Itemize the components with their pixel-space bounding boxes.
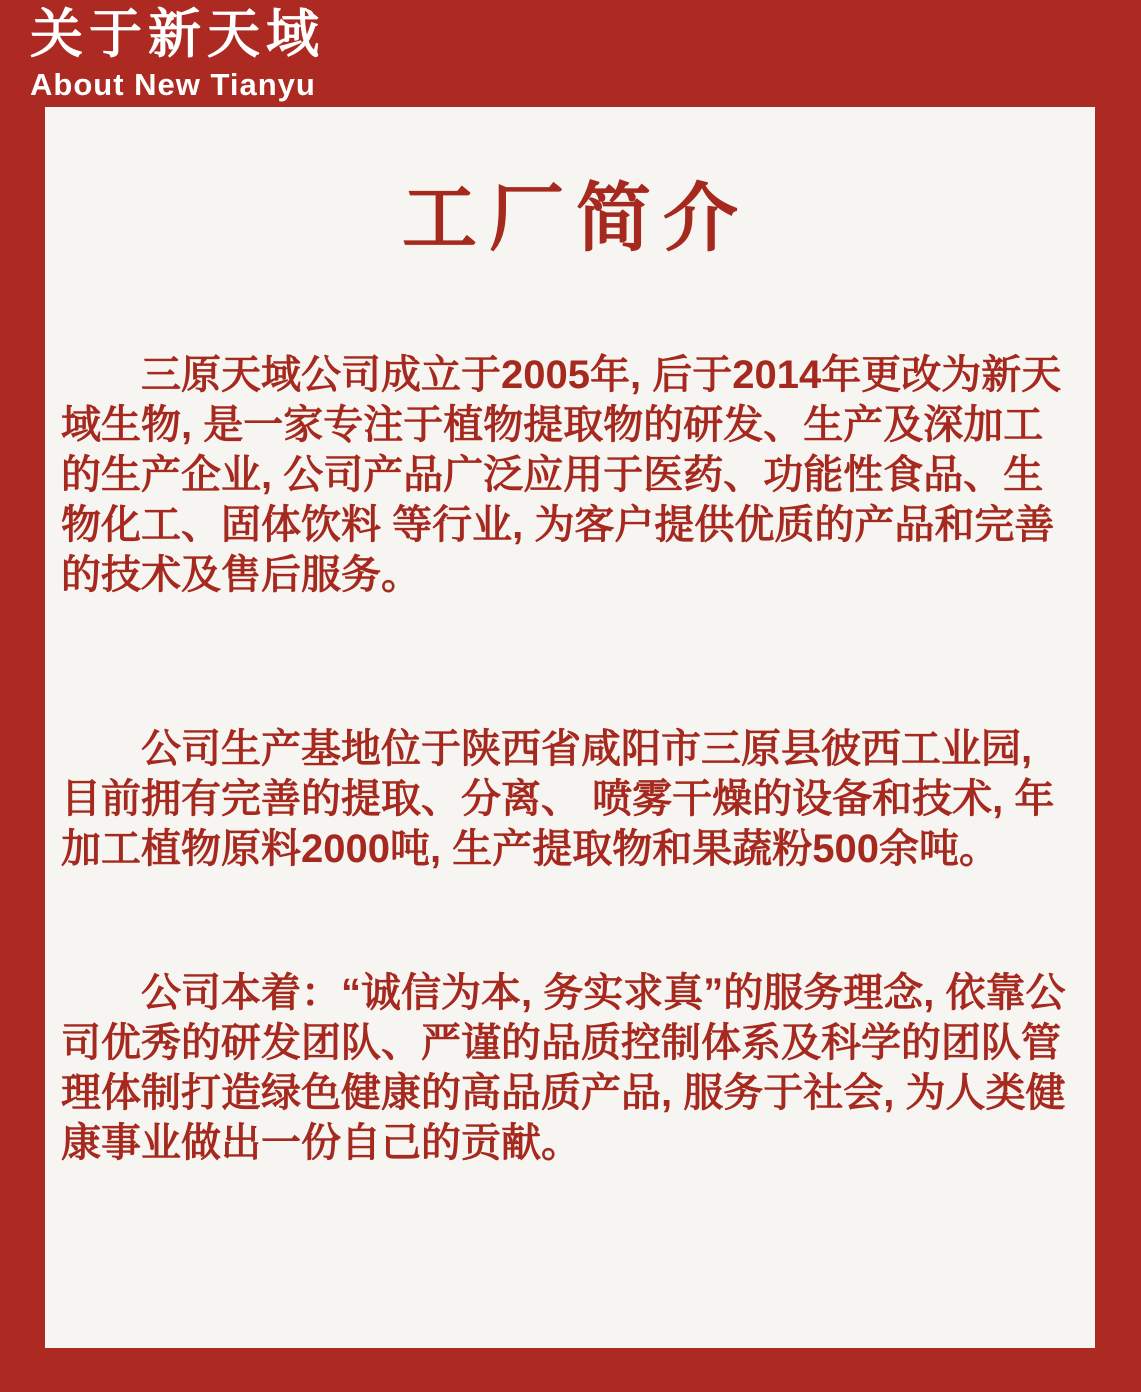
header-title-en: About New Tianyu xyxy=(30,67,316,102)
section-title: 工厂简介 xyxy=(401,176,750,260)
header-title-zh: 关于新天域 xyxy=(30,5,325,64)
paragraph-production-base: 公司生产基地位于陕西省咸阳市三原县彼西工业园, 目前拥有完善的提取、分离、 喷雾干燥的设备和技术, 年加工植物原料2000吨, 生产提取物和果蔬粉500余吨。 xyxy=(61,727,1055,871)
page-header xyxy=(0,0,1141,107)
content-card xyxy=(45,107,1095,1348)
paragraph-company-history: 三原天域公司成立于2005年, 后于2014年更改为新天域生物, 是一家专注于植物提取物的研发、生产及深加工的生产企业, 公司产品广泛应用于医药、功能性食品、生物化工、固体饮料 等行业, 为客户提供优质的产品和完善的技术及售后服务。 xyxy=(61,353,1062,597)
paragraph-service-philosophy: 公司本着：“诚信为本, 务实求真”的服务理念, 依靠公司优秀的研发团队、严谨的品质控制体系及科学的团队管理体制打造绿色健康的高品质产品, 服务于社会, 为人类健康事业做出一份自己的贡献。 xyxy=(61,971,1066,1165)
